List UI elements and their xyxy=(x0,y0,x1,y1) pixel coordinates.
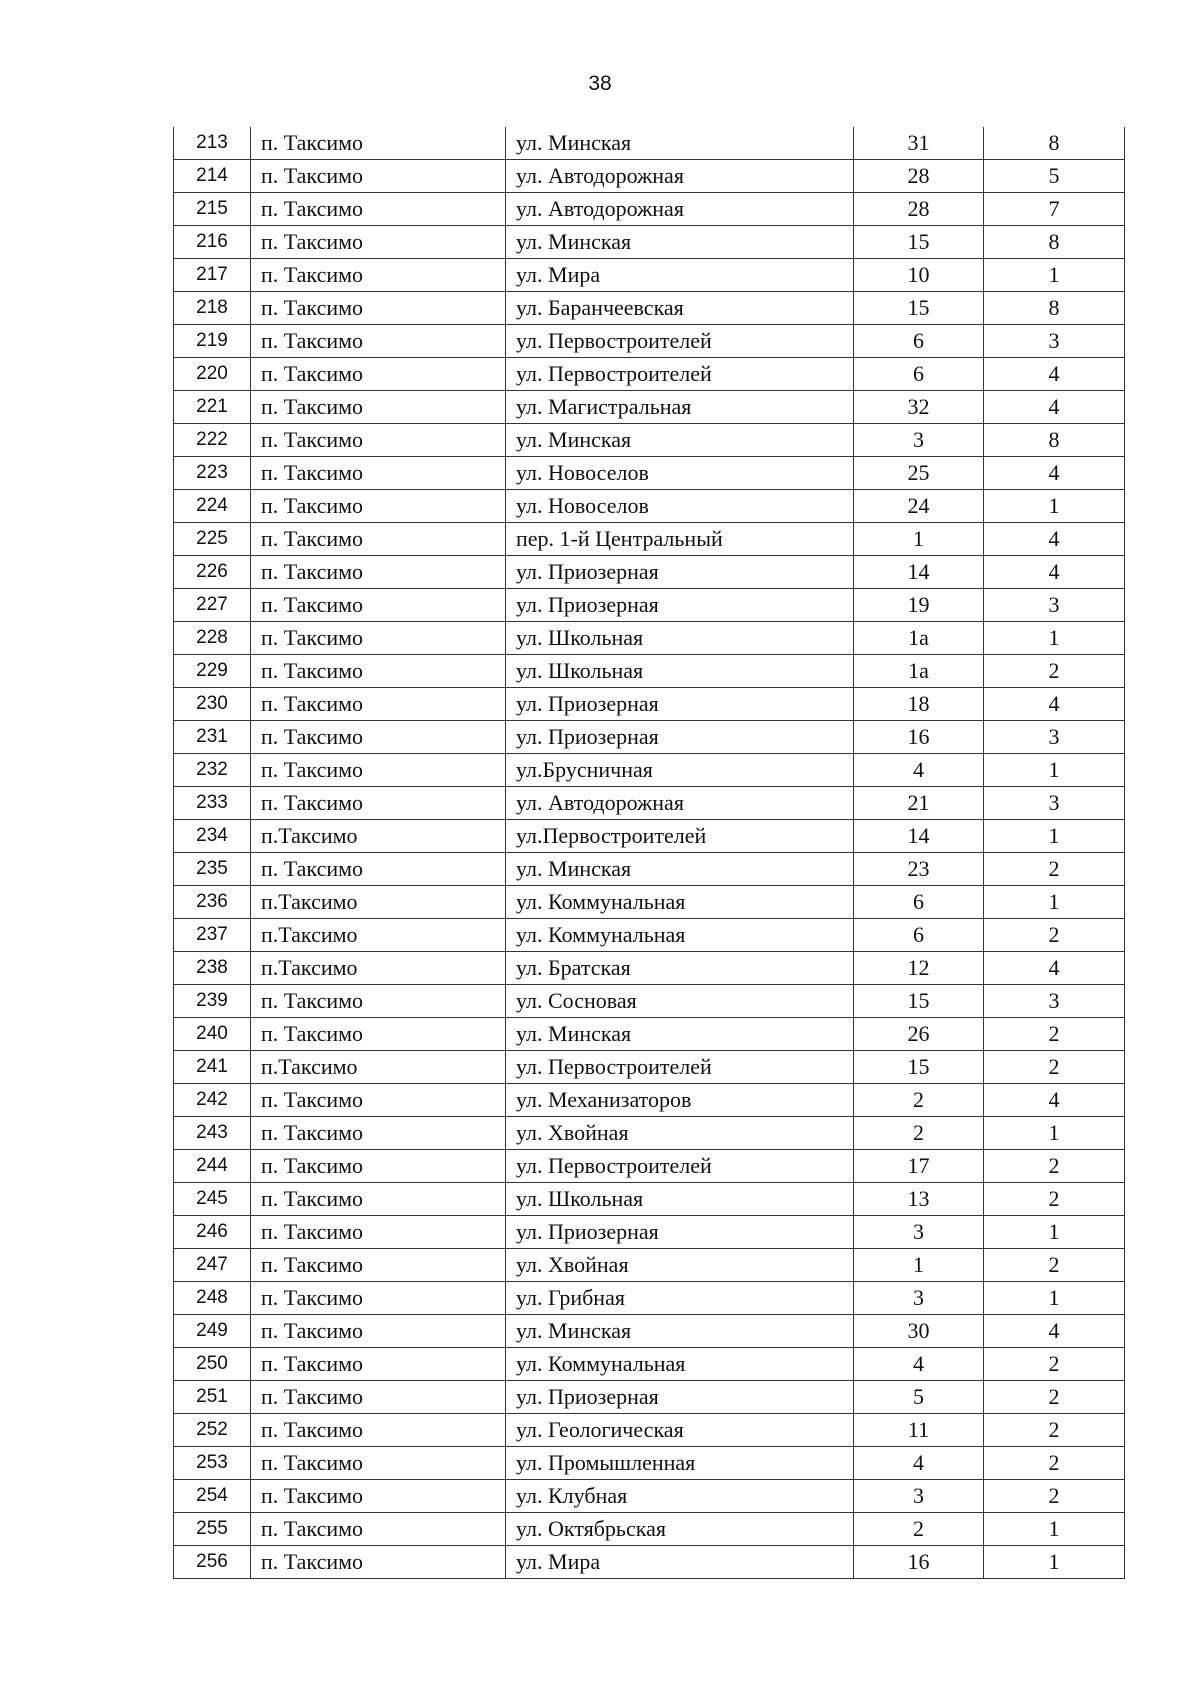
row-number-cell: 240 xyxy=(174,1018,251,1051)
apartment-number-cell: 2 xyxy=(984,1018,1125,1051)
house-number-cell: 15 xyxy=(854,226,984,259)
row-number-cell: 226 xyxy=(174,556,251,589)
table-row xyxy=(174,1546,1125,1579)
house-number-cell: 6 xyxy=(854,886,984,919)
street-cell: ул. Хвойная xyxy=(506,1249,854,1282)
apartment-number-cell: 3 xyxy=(984,325,1125,358)
settlement-cell: п.Таксимо xyxy=(251,820,506,853)
street-cell: ул. Автодорожная xyxy=(506,787,854,820)
apartment-number-cell: 2 xyxy=(984,919,1125,952)
house-number-cell: 19 xyxy=(854,589,984,622)
street-cell: ул. Приозерная xyxy=(506,1381,854,1414)
table-row xyxy=(174,1315,1125,1348)
apartment-number-cell: 2 xyxy=(984,1348,1125,1381)
street-cell: ул. Первостроителей xyxy=(506,325,854,358)
settlement-cell: п. Таксимо xyxy=(251,688,506,721)
row-number-cell: 243 xyxy=(174,1117,251,1150)
row-number-cell: 241 xyxy=(174,1051,251,1084)
table-row xyxy=(174,820,1125,853)
house-number-cell: 31 xyxy=(854,127,984,160)
table-row xyxy=(174,1282,1125,1315)
table-row xyxy=(174,1216,1125,1249)
row-number-cell: 250 xyxy=(174,1348,251,1381)
apartment-number-cell: 1 xyxy=(984,622,1125,655)
street-cell: ул. Коммунальная xyxy=(506,919,854,952)
table-row xyxy=(174,688,1125,721)
table-row xyxy=(174,1480,1125,1513)
street-cell: ул. Клубная xyxy=(506,1480,854,1513)
house-number-cell: 28 xyxy=(854,160,984,193)
table-row xyxy=(174,754,1125,787)
street-cell: ул. Приозерная xyxy=(506,589,854,622)
house-number-cell: 15 xyxy=(854,292,984,325)
street-cell: ул. Мира xyxy=(506,1546,854,1579)
apartment-number-cell: 3 xyxy=(984,787,1125,820)
street-cell: ул. Магистральная xyxy=(506,391,854,424)
house-number-cell: 1 xyxy=(854,1249,984,1282)
street-cell: пер. 1-й Центральный xyxy=(506,523,854,556)
settlement-cell: п. Таксимо xyxy=(251,193,506,226)
apartment-number-cell: 2 xyxy=(984,1183,1125,1216)
apartment-number-cell: 8 xyxy=(984,226,1125,259)
house-number-cell: 1а xyxy=(854,622,984,655)
apartment-number-cell: 4 xyxy=(984,523,1125,556)
apartment-number-cell: 2 xyxy=(984,1414,1125,1447)
row-number-cell: 213 xyxy=(174,127,251,160)
table-row xyxy=(174,1183,1125,1216)
house-number-cell: 15 xyxy=(854,1051,984,1084)
street-cell: ул. Коммунальная xyxy=(506,1348,854,1381)
apartment-number-cell: 1 xyxy=(984,1216,1125,1249)
settlement-cell: п. Таксимо xyxy=(251,1315,506,1348)
table-row xyxy=(174,292,1125,325)
house-number-cell: 6 xyxy=(854,919,984,952)
row-number-cell: 253 xyxy=(174,1447,251,1480)
table-row xyxy=(174,787,1125,820)
settlement-cell: п. Таксимо xyxy=(251,1117,506,1150)
settlement-cell: п. Таксимо xyxy=(251,523,506,556)
row-number-cell: 233 xyxy=(174,787,251,820)
row-number-cell: 254 xyxy=(174,1480,251,1513)
table-row xyxy=(174,523,1125,556)
street-cell: ул. Автодорожная xyxy=(506,160,854,193)
street-cell: ул. Приозерная xyxy=(506,688,854,721)
street-cell: ул. Школьная xyxy=(506,655,854,688)
row-number-cell: 218 xyxy=(174,292,251,325)
house-number-cell: 3 xyxy=(854,1282,984,1315)
table-row xyxy=(174,391,1125,424)
apartment-number-cell: 8 xyxy=(984,292,1125,325)
street-cell: ул. Школьная xyxy=(506,1183,854,1216)
house-number-cell: 16 xyxy=(854,1546,984,1579)
table-row xyxy=(174,226,1125,259)
street-cell: ул. Братская xyxy=(506,952,854,985)
house-number-cell: 12 xyxy=(854,952,984,985)
settlement-cell: п. Таксимо xyxy=(251,589,506,622)
apartment-number-cell: 2 xyxy=(984,853,1125,886)
row-number-cell: 219 xyxy=(174,325,251,358)
street-cell: ул. Школьная xyxy=(506,622,854,655)
row-number-cell: 246 xyxy=(174,1216,251,1249)
row-number-cell: 220 xyxy=(174,358,251,391)
table-row xyxy=(174,1513,1125,1546)
house-number-cell: 6 xyxy=(854,325,984,358)
table-row xyxy=(174,259,1125,292)
table-row xyxy=(174,556,1125,589)
row-number-cell: 227 xyxy=(174,589,251,622)
settlement-cell: п.Таксимо xyxy=(251,952,506,985)
apartment-number-cell: 8 xyxy=(984,127,1125,160)
table-row xyxy=(174,193,1125,226)
house-number-cell: 11 xyxy=(854,1414,984,1447)
apartment-number-cell: 4 xyxy=(984,391,1125,424)
street-cell: ул.Брусничная xyxy=(506,754,854,787)
street-cell: ул. Геологическая xyxy=(506,1414,854,1447)
table-row xyxy=(174,1348,1125,1381)
street-cell: ул. Сосновая xyxy=(506,985,854,1018)
house-number-cell: 23 xyxy=(854,853,984,886)
settlement-cell: п. Таксимо xyxy=(251,1546,506,1579)
house-number-cell: 2 xyxy=(854,1513,984,1546)
settlement-cell: п. Таксимо xyxy=(251,1381,506,1414)
settlement-cell: п. Таксимо xyxy=(251,127,506,160)
table-row xyxy=(174,1150,1125,1183)
row-number-cell: 252 xyxy=(174,1414,251,1447)
house-number-cell: 6 xyxy=(854,358,984,391)
apartment-number-cell: 4 xyxy=(984,1315,1125,1348)
apartment-number-cell: 4 xyxy=(984,556,1125,589)
table-row xyxy=(174,589,1125,622)
table-row xyxy=(174,160,1125,193)
street-cell: ул. Первостроителей xyxy=(506,1150,854,1183)
house-number-cell: 4 xyxy=(854,754,984,787)
apartment-number-cell: 1 xyxy=(984,1282,1125,1315)
table-row xyxy=(174,358,1125,391)
row-number-cell: 255 xyxy=(174,1513,251,1546)
street-cell: ул. Коммунальная xyxy=(506,886,854,919)
apartment-number-cell: 1 xyxy=(984,259,1125,292)
settlement-cell: п. Таксимо xyxy=(251,985,506,1018)
settlement-cell: п. Таксимо xyxy=(251,1150,506,1183)
table-row xyxy=(174,655,1125,688)
settlement-cell: п. Таксимо xyxy=(251,1348,506,1381)
settlement-cell: п. Таксимо xyxy=(251,622,506,655)
table-row xyxy=(174,886,1125,919)
page-number: 38 xyxy=(588,72,612,95)
settlement-cell: п.Таксимо xyxy=(251,1051,506,1084)
apartment-number-cell: 3 xyxy=(984,721,1125,754)
settlement-cell: п. Таксимо xyxy=(251,1084,506,1117)
row-number-cell: 249 xyxy=(174,1315,251,1348)
row-number-cell: 231 xyxy=(174,721,251,754)
apartment-number-cell: 7 xyxy=(984,193,1125,226)
apartment-number-cell: 4 xyxy=(984,688,1125,721)
row-number-cell: 224 xyxy=(174,490,251,523)
street-cell: ул. Минская xyxy=(506,1315,854,1348)
settlement-cell: п. Таксимо xyxy=(251,853,506,886)
house-number-cell: 10 xyxy=(854,259,984,292)
settlement-cell: п. Таксимо xyxy=(251,160,506,193)
apartment-number-cell: 2 xyxy=(984,1249,1125,1282)
street-cell: ул. Минская xyxy=(506,226,854,259)
apartment-number-cell: 4 xyxy=(984,358,1125,391)
house-number-cell: 4 xyxy=(854,1348,984,1381)
house-number-cell: 1а xyxy=(854,655,984,688)
apartment-number-cell: 1 xyxy=(984,1546,1125,1579)
apartment-number-cell: 1 xyxy=(984,820,1125,853)
row-number-cell: 238 xyxy=(174,952,251,985)
settlement-cell: п. Таксимо xyxy=(251,457,506,490)
settlement-cell: п. Таксимо xyxy=(251,1447,506,1480)
settlement-cell: п. Таксимо xyxy=(251,424,506,457)
row-number-cell: 245 xyxy=(174,1183,251,1216)
street-cell: ул. Новоселов xyxy=(506,490,854,523)
house-number-cell: 32 xyxy=(854,391,984,424)
row-number-cell: 217 xyxy=(174,259,251,292)
row-number-cell: 234 xyxy=(174,820,251,853)
street-cell: ул. Новоселов xyxy=(506,457,854,490)
apartment-number-cell: 2 xyxy=(984,1381,1125,1414)
table-row xyxy=(174,424,1125,457)
street-cell: ул. Минская xyxy=(506,127,854,160)
table-row xyxy=(174,1381,1125,1414)
table-row xyxy=(174,325,1125,358)
house-number-cell: 17 xyxy=(854,1150,984,1183)
row-number-cell: 215 xyxy=(174,193,251,226)
house-number-cell: 14 xyxy=(854,820,984,853)
row-number-cell: 230 xyxy=(174,688,251,721)
house-number-cell: 25 xyxy=(854,457,984,490)
street-cell: ул. Баранчеевская xyxy=(506,292,854,325)
house-number-cell: 28 xyxy=(854,193,984,226)
row-number-cell: 222 xyxy=(174,424,251,457)
house-number-cell: 4 xyxy=(854,1447,984,1480)
settlement-cell: п. Таксимо xyxy=(251,391,506,424)
settlement-cell: п. Таксимо xyxy=(251,754,506,787)
table-row xyxy=(174,1018,1125,1051)
house-number-cell: 18 xyxy=(854,688,984,721)
apartment-number-cell: 3 xyxy=(984,589,1125,622)
street-cell: ул. Приозерная xyxy=(506,1216,854,1249)
table-row xyxy=(174,919,1125,952)
settlement-cell: п. Таксимо xyxy=(251,325,506,358)
house-number-cell: 3 xyxy=(854,1216,984,1249)
apartment-number-cell: 8 xyxy=(984,424,1125,457)
apartment-number-cell: 5 xyxy=(984,160,1125,193)
house-number-cell: 26 xyxy=(854,1018,984,1051)
house-number-cell: 21 xyxy=(854,787,984,820)
row-number-cell: 229 xyxy=(174,655,251,688)
row-number-cell: 251 xyxy=(174,1381,251,1414)
settlement-cell: п. Таксимо xyxy=(251,655,506,688)
house-number-cell: 14 xyxy=(854,556,984,589)
row-number-cell: 248 xyxy=(174,1282,251,1315)
apartment-number-cell: 1 xyxy=(984,754,1125,787)
table-row xyxy=(174,622,1125,655)
house-number-cell: 30 xyxy=(854,1315,984,1348)
street-cell: ул. Приозерная xyxy=(506,721,854,754)
row-number-cell: 223 xyxy=(174,457,251,490)
settlement-cell: п. Таксимо xyxy=(251,556,506,589)
settlement-cell: п. Таксимо xyxy=(251,1513,506,1546)
table-row xyxy=(174,127,1125,160)
row-number-cell: 228 xyxy=(174,622,251,655)
settlement-cell: п. Таксимо xyxy=(251,490,506,523)
street-cell: ул.Первостроителей xyxy=(506,820,854,853)
row-number-cell: 236 xyxy=(174,886,251,919)
row-number-cell: 256 xyxy=(174,1546,251,1579)
house-number-cell: 15 xyxy=(854,985,984,1018)
settlement-cell: п. Таксимо xyxy=(251,226,506,259)
settlement-cell: п. Таксимо xyxy=(251,1183,506,1216)
house-number-cell: 1 xyxy=(854,523,984,556)
row-number-cell: 235 xyxy=(174,853,251,886)
house-number-cell: 5 xyxy=(854,1381,984,1414)
table-row xyxy=(174,1084,1125,1117)
street-cell: ул. Промышленная xyxy=(506,1447,854,1480)
apartment-number-cell: 1 xyxy=(984,886,1125,919)
apartment-number-cell: 4 xyxy=(984,457,1125,490)
address-table-body xyxy=(174,127,1125,1579)
row-number-cell: 232 xyxy=(174,754,251,787)
street-cell: ул. Первостроителей xyxy=(506,1051,854,1084)
settlement-cell: п. Таксимо xyxy=(251,787,506,820)
street-cell: ул. Грибная xyxy=(506,1282,854,1315)
table-row xyxy=(174,985,1125,1018)
settlement-cell: п. Таксимо xyxy=(251,1414,506,1447)
apartment-number-cell: 1 xyxy=(984,1117,1125,1150)
row-number-cell: 225 xyxy=(174,523,251,556)
table-row xyxy=(174,1249,1125,1282)
row-number-cell: 237 xyxy=(174,919,251,952)
row-number-cell: 247 xyxy=(174,1249,251,1282)
settlement-cell: п.Таксимо xyxy=(251,886,506,919)
street-cell: ул. Автодорожная xyxy=(506,193,854,226)
table-row xyxy=(174,952,1125,985)
settlement-cell: п. Таксимо xyxy=(251,1249,506,1282)
apartment-number-cell: 2 xyxy=(984,1150,1125,1183)
row-number-cell: 214 xyxy=(174,160,251,193)
street-cell: ул. Октябрьская xyxy=(506,1513,854,1546)
settlement-cell: п. Таксимо xyxy=(251,721,506,754)
apartment-number-cell: 1 xyxy=(984,1513,1125,1546)
settlement-cell: п. Таксимо xyxy=(251,1018,506,1051)
street-cell: ул. Минская xyxy=(506,853,854,886)
settlement-cell: п.Таксимо xyxy=(251,919,506,952)
row-number-cell: 242 xyxy=(174,1084,251,1117)
house-number-cell: 16 xyxy=(854,721,984,754)
apartment-number-cell: 2 xyxy=(984,1480,1125,1513)
house-number-cell: 3 xyxy=(854,424,984,457)
street-cell: ул. Минская xyxy=(506,1018,854,1051)
street-cell: ул. Минская xyxy=(506,424,854,457)
table-row xyxy=(174,1051,1125,1084)
settlement-cell: п. Таксимо xyxy=(251,1282,506,1315)
table-row xyxy=(174,853,1125,886)
settlement-cell: п. Таксимо xyxy=(251,259,506,292)
settlement-cell: п. Таксимо xyxy=(251,292,506,325)
street-cell: ул. Механизаторов xyxy=(506,1084,854,1117)
apartment-number-cell: 1 xyxy=(984,490,1125,523)
table-row xyxy=(174,1117,1125,1150)
row-number-cell: 244 xyxy=(174,1150,251,1183)
street-cell: ул. Мира xyxy=(506,259,854,292)
house-number-cell: 3 xyxy=(854,1480,984,1513)
apartment-number-cell: 2 xyxy=(984,655,1125,688)
table-row xyxy=(174,1447,1125,1480)
apartment-number-cell: 4 xyxy=(984,1084,1125,1117)
address-table-container xyxy=(173,127,1124,1579)
row-number-cell: 239 xyxy=(174,985,251,1018)
table-row xyxy=(174,721,1125,754)
table-row xyxy=(174,490,1125,523)
row-number-cell: 221 xyxy=(174,391,251,424)
apartment-number-cell: 4 xyxy=(984,952,1125,985)
house-number-cell: 2 xyxy=(854,1117,984,1150)
address-table xyxy=(173,127,1125,1579)
apartment-number-cell: 2 xyxy=(984,1051,1125,1084)
settlement-cell: п. Таксимо xyxy=(251,1480,506,1513)
apartment-number-cell: 3 xyxy=(984,985,1125,1018)
street-cell: ул. Приозерная xyxy=(506,556,854,589)
street-cell: ул. Хвойная xyxy=(506,1117,854,1150)
table-row xyxy=(174,457,1125,490)
settlement-cell: п. Таксимо xyxy=(251,358,506,391)
house-number-cell: 13 xyxy=(854,1183,984,1216)
house-number-cell: 24 xyxy=(854,490,984,523)
street-cell: ул. Первостроителей xyxy=(506,358,854,391)
apartment-number-cell: 2 xyxy=(984,1447,1125,1480)
row-number-cell: 216 xyxy=(174,226,251,259)
house-number-cell: 2 xyxy=(854,1084,984,1117)
table-row xyxy=(174,1414,1125,1447)
settlement-cell: п. Таксимо xyxy=(251,1216,506,1249)
